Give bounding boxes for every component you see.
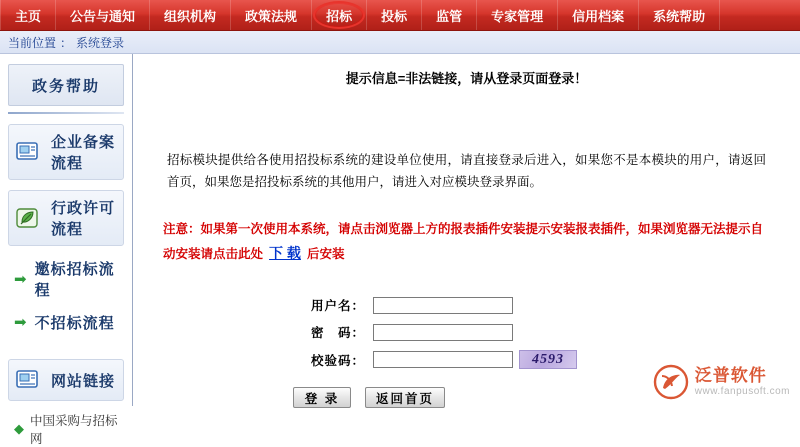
sidebar-item-enterprise-filing[interactable] bbox=[8, 124, 124, 180]
nav-label: 招标 bbox=[326, 8, 353, 24]
sidebar-link-invited-tender-flow[interactable] bbox=[14, 258, 124, 300]
nav-label: 专家管理 bbox=[491, 8, 544, 24]
download-link[interactable]: 下 载 bbox=[269, 245, 301, 261]
sidebar-item-label: 企业备案流程 bbox=[51, 134, 116, 172]
captcha-label: 校验码： bbox=[311, 353, 366, 368]
nav-label: 信用档案 bbox=[572, 8, 625, 24]
nav-item-system-help[interactable] bbox=[639, 0, 720, 30]
main-panel bbox=[133, 54, 800, 406]
content-area bbox=[0, 54, 800, 446]
document-card-icon bbox=[13, 366, 43, 394]
password-input[interactable] bbox=[373, 324, 513, 341]
sidebar-link-label: 不招标流程 bbox=[34, 315, 115, 332]
nav-item-home[interactable] bbox=[0, 0, 56, 30]
password-label: 密 码： bbox=[311, 326, 366, 340]
breadcrumb-prefix: 当前位置 bbox=[8, 35, 57, 50]
nav-label: 主页 bbox=[15, 8, 42, 24]
warning-paragraph bbox=[163, 217, 770, 266]
password-row bbox=[293, 323, 800, 341]
nav-item-supervision[interactable] bbox=[422, 0, 477, 30]
sidebar-link-no-tender-flow[interactable] bbox=[14, 312, 124, 333]
sidebar-sublink-china-procurement[interactable] bbox=[14, 411, 124, 447]
nav-item-organization[interactable] bbox=[150, 0, 231, 30]
brand-watermark bbox=[653, 364, 790, 400]
sidebar-item-admin-license[interactable] bbox=[8, 190, 124, 246]
sidebar-panel-title-label: 政务帮助 bbox=[32, 77, 101, 95]
nav-item-expert-management[interactable] bbox=[477, 0, 558, 30]
intro-paragraph: 招标模块提供给各使用招投标系统的建设单位使用，请直接登录后进入，如果您不是本模块的用户，请返回首页，如果您是招投标系统的其他用户，请进入对应模块登录界面。 bbox=[167, 153, 766, 189]
sidebar-divider bbox=[8, 112, 124, 114]
breadcrumb-separator: ： bbox=[60, 35, 73, 50]
nav-item-credit-archive[interactable] bbox=[558, 0, 639, 30]
green-arrow-icon: ➡ bbox=[14, 314, 27, 331]
warning-text-part2: 后安装 bbox=[306, 247, 345, 261]
green-leaf-icon bbox=[13, 204, 43, 232]
brand-name: 泛普软件 bbox=[694, 366, 767, 386]
breadcrumb bbox=[0, 31, 800, 54]
sidebar-panel-title bbox=[8, 64, 124, 106]
green-dot-icon: ◆ bbox=[14, 421, 24, 436]
username-label: 用户名： bbox=[311, 299, 366, 313]
document-card-icon bbox=[13, 138, 43, 166]
sidebar bbox=[0, 54, 133, 446]
back-home-button[interactable]: 返回首页 bbox=[365, 387, 445, 408]
warning-text-part1: 注意：如果第一次使用本系统，请点击浏览器上方的报表插件安装提示安装报表插件，如果浏览器无法提示自动安装请点击此处 bbox=[163, 222, 764, 261]
captcha-input[interactable] bbox=[373, 351, 513, 368]
nav-label: 政策法规 bbox=[245, 8, 298, 24]
nav-item-tender[interactable] bbox=[312, 0, 367, 30]
sidebar-item-label: 网站链接 bbox=[51, 372, 116, 390]
sidebar-item-label: 行政许可流程 bbox=[51, 200, 116, 238]
breadcrumb-current: 系统登录 bbox=[76, 35, 125, 50]
nav-item-bid[interactable] bbox=[367, 0, 422, 30]
fanpu-logo-icon bbox=[653, 364, 689, 400]
login-button[interactable]: 登 录 bbox=[293, 387, 351, 408]
sidebar-link-label: 邀标招标流程 bbox=[34, 261, 115, 299]
nav-label: 组织机构 bbox=[164, 8, 217, 24]
green-arrow-icon: ➡ bbox=[14, 270, 27, 288]
nav-item-announcements[interactable] bbox=[56, 0, 150, 30]
sidebar-item-website-links[interactable] bbox=[8, 359, 124, 401]
main-navigation bbox=[0, 0, 800, 31]
nav-item-policies[interactable] bbox=[231, 0, 312, 30]
sidebar-sublink-label: 中国采购与招标网 bbox=[30, 414, 118, 446]
login-form bbox=[133, 296, 800, 369]
nav-label: 投标 bbox=[381, 8, 408, 24]
username-input[interactable] bbox=[373, 297, 513, 314]
nav-label: 监管 bbox=[436, 8, 463, 24]
username-row bbox=[293, 296, 800, 314]
brand-url: www.fanpusoft.com bbox=[694, 385, 790, 397]
captcha-image[interactable]: 4593 bbox=[519, 350, 577, 369]
brand-text bbox=[695, 367, 790, 397]
nav-label: 系统帮助 bbox=[653, 8, 706, 24]
nav-label: 公告与通知 bbox=[70, 8, 136, 24]
notice-message: 提示信息=非法链接，请从登录页面登录！ bbox=[345, 71, 588, 86]
